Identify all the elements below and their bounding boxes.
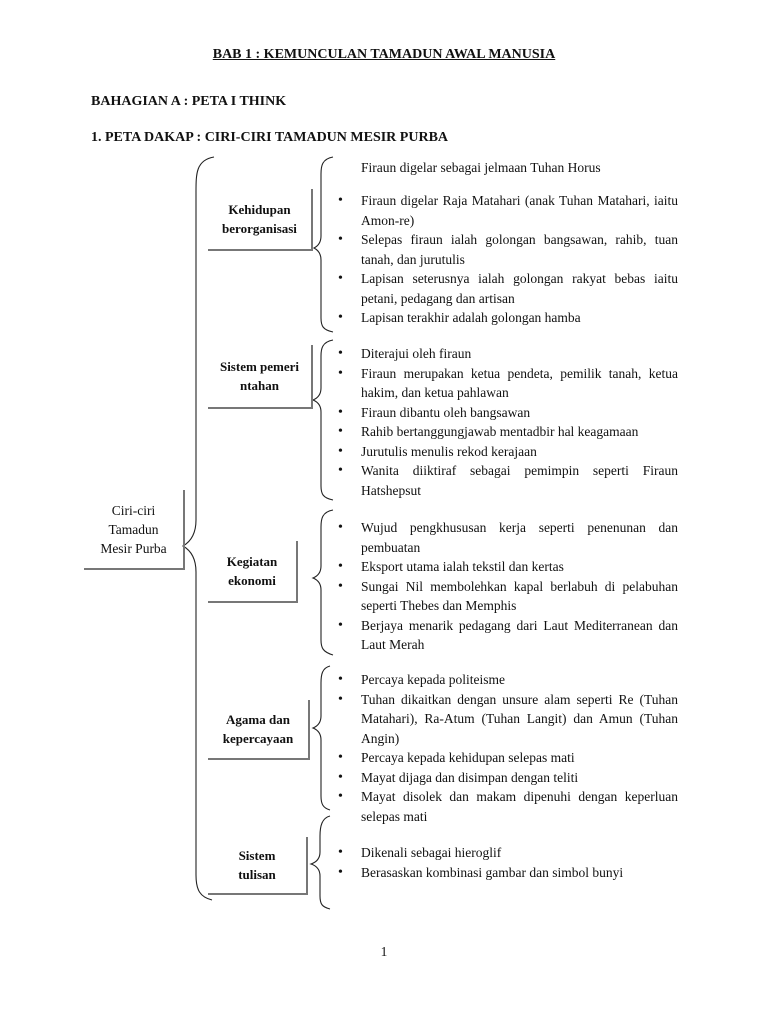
list-item: • Rahib bertanggungjawab mentadbir hal keagamaan	[335, 422, 678, 442]
category-label: Sistem tulisan	[238, 848, 276, 882]
list-item: • Berasaskan kombinasi gambar dan simbol bunyi	[335, 863, 678, 883]
map-title: 1. PETA DAKAP : CIRI-CIRI TAMADUN MESIR PURBA	[91, 130, 449, 145]
brace-kehidupan	[314, 157, 333, 332]
list-item: • Mayat disolek dan makam dipenuhi dengan keperluan selepas mati	[335, 787, 678, 826]
chapter-title: BAB 1 : KEMUNCULAN TAMADUN AWAL MANUSIA	[212, 47, 556, 62]
category-label: Agama dan kepercayaan	[222, 712, 294, 746]
list-item: • Eksport utama ialah tekstil dan kertas	[335, 557, 678, 577]
list-item: • Percaya kepada kehidupan selepas mati	[335, 748, 678, 768]
brace-pemerintahan	[313, 340, 333, 500]
list-item: • Selepas firaun ialah golongan bangsawan, rahib, tuan tanah, dan jurutulis	[335, 230, 678, 269]
list-item: • Lapisan seterusnya ialah golongan rakyat bebas iaitu petani, pedagang dan artisan	[335, 269, 678, 308]
list-item: • Lapisan terakhir adalah golongan hamba	[335, 308, 678, 328]
list-item: • Berjaya menarik pedagang dari Laut Mediterranean dan Laut Merah	[335, 616, 678, 655]
brace-agama	[313, 666, 330, 810]
bullet-list-kehidupan	[335, 191, 678, 328]
list-item: • Tuhan dikaitkan dengan unsure alam seperti Re (Tuhan Matahari), Ra-Atum (Tuhan Langit) dan Amun (Tuhan Angin)	[335, 690, 678, 749]
lead-statement: Firaun digelar sebagai jelmaan Tuhan Horus	[361, 160, 601, 175]
root-node	[84, 490, 185, 570]
main-brace	[183, 157, 214, 900]
list-item: • Firaun merupakan ketua pendeta, pemilik tanah, ketua hakim, dan ketua pahlawan	[335, 364, 678, 403]
category-agama-dan-kepercayaan	[208, 700, 310, 760]
list-item: • Wanita diiktiraf sebagai pemimpin seperti Firaun Hatshepsut	[335, 461, 678, 500]
list-item: • Percaya kepada politeisme	[335, 670, 678, 690]
category-label: Sistem pemerintahan	[219, 359, 300, 393]
category-sistem-tulisan	[208, 837, 308, 895]
list-item: • Firaun dibantu oleh bangsawan	[335, 403, 678, 423]
brace-ekonomi	[313, 510, 333, 655]
list-item: • Wujud pengkhususan kerja seperti penenunan dan pembuatan	[335, 518, 678, 557]
bullet-list-agama	[335, 670, 678, 826]
bullet-list-pemerintahan	[335, 344, 678, 500]
list-item: • Diterajui oleh firaun	[335, 344, 678, 364]
brace-tulisan	[311, 816, 330, 909]
bullet-list-tulisan	[335, 843, 678, 882]
list-item: • Dikenali sebagai hieroglif	[335, 843, 678, 863]
list-item: • Firaun digelar Raja Matahari (anak Tuhan Matahari, iaitu Amon-re)	[335, 191, 678, 230]
category-label: Kegiatan ekonomi	[226, 554, 278, 588]
category-sistem-pemerintahan	[208, 345, 313, 409]
page-number: 1	[380, 944, 388, 959]
category-label: Kehidupan berorganisasi	[222, 202, 297, 236]
category-kehidupan-berorganisasi	[208, 189, 313, 251]
section-title: BAHAGIAN A : PETA I THINK	[91, 94, 287, 109]
category-kegiatan-ekonomi	[208, 541, 298, 603]
list-item: • Jurutulis menulis rekod kerajaan	[335, 442, 678, 462]
list-item: • Sungai Nil membolehkan kapal berlabuh di pelabuhan seperti Thebes dan Memphis	[335, 577, 678, 616]
bullet-list-ekonomi	[335, 518, 678, 655]
root-label: Ciri-ciri Tamadun Mesir Purba	[100, 502, 167, 556]
list-item: • Mayat dijaga dan disimpan dengan teliti	[335, 768, 678, 788]
